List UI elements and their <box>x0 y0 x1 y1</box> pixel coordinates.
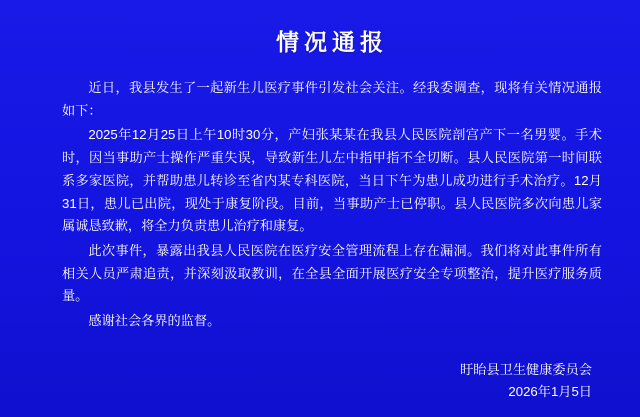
paragraph-1: 近日，我县发生了一起新生儿医疗事件引发社会关注。经我委调查，现将有关情况通报如下： <box>62 80 602 118</box>
signature-date: 2026年1月5日 <box>508 384 592 400</box>
document-body <box>62 77 602 333</box>
paragraph-4: 感谢社会各界的监督。 <box>88 313 221 329</box>
page-title: 情况通报 <box>276 29 388 55</box>
paragraph-3: 此次事件，暴露出我县人民医院在医疗安全管理流程上存在漏洞。我们将对此事件所有相关人员严肃追责，并深刻汲取教训，在全县全面开展医疗安全专项整治，提升医疗服务质量。 <box>62 242 602 304</box>
signature-organization: 盱眙县卫生健康委员会 <box>460 361 592 377</box>
signature-block <box>62 359 602 404</box>
paragraph-2: 2025年12月25日上午10时30分，产妇张某某在我县人民医院剖宫产下一名男婴。手术时，因当事助产士操作严重失误，导致新生儿左中指甲指不全切断。县人民医院第一时间联系多家医院，并帮助患儿转诊至省内某专科医院，当日下午为患儿成功进行手术治疗。12月31日，患儿已出院，现处于康复阶段。目前，当事助产士已停职。县人民医院多次向患儿家属诚恳致歉，将全力负责患儿治疗和康复。 <box>62 127 602 234</box>
document-content-area <box>62 14 602 407</box>
